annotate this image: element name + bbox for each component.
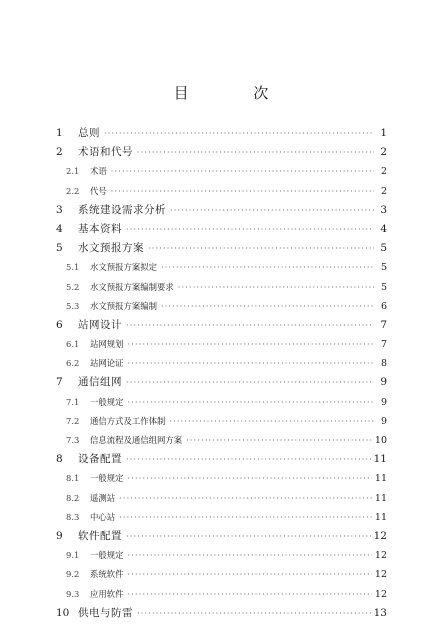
toc-section-entry[interactable] — [56, 565, 387, 584]
toc-entry-page-number: 12 — [374, 569, 387, 581]
toc-entry-number: 7.1 — [66, 396, 80, 407]
toc-entry-page-number: 2 — [380, 146, 387, 159]
page-title: 目 次 — [173, 84, 299, 102]
toc-section-entry[interactable] — [56, 258, 387, 277]
toc-entry-page-number: 11 — [373, 453, 387, 466]
toc-dot-leader — [148, 239, 374, 258]
toc-entry-number: 2 — [56, 146, 63, 159]
toc-entry-label: 一般规定 — [90, 473, 124, 484]
toc-entry-label: 软件配置 — [78, 529, 122, 542]
toc-entry-number: 9 — [56, 529, 63, 542]
toc-chapter-entry[interactable] — [56, 527, 387, 546]
toc-chapter-entry[interactable] — [56, 239, 387, 258]
toc-entry-number: 5.3 — [66, 300, 80, 311]
toc-entry-number: 2.1 — [66, 166, 80, 177]
toc-entry-number: 6 — [56, 318, 63, 331]
toc-entry-page-number: 5 — [380, 281, 387, 293]
toc-entry-label: 通信组网 — [78, 376, 122, 389]
toc-entry-page-number: 9 — [380, 396, 387, 408]
toc-entry-label: 遥测站 — [90, 492, 116, 503]
toc-dot-leader — [128, 393, 375, 412]
toc-entry-label: 信息流程及通信组网方案 — [90, 435, 183, 445]
toc-dot-leader — [119, 508, 372, 527]
toc-entry-label: 水文预报方案拟定 — [90, 262, 157, 273]
toc-dot-leader — [119, 489, 372, 508]
toc-entry-number: 5.2 — [66, 281, 80, 292]
toc-entry-page-number: 9 — [380, 415, 387, 427]
toc-entry-number: 7.3 — [66, 435, 80, 445]
toc-entry-label: 供电与防雷 — [78, 606, 133, 619]
toc-entry-number: 1 — [56, 127, 63, 139]
toc-dot-leader — [111, 162, 374, 181]
toc-chapter-entry[interactable] — [56, 220, 387, 239]
toc-entry-number: 6.1 — [66, 339, 80, 350]
toc-chapter-entry[interactable] — [56, 373, 387, 392]
toc-entry-number: 3 — [56, 203, 63, 216]
toc-entry-page-number: 5 — [380, 262, 387, 274]
toc-chapter-entry[interactable] — [56, 604, 387, 623]
toc-entry-page-number: 6 — [380, 300, 387, 312]
toc-entry-page-number: 12 — [374, 588, 387, 600]
toc-entry-number: 9.3 — [66, 588, 80, 599]
toc-entry-page-number: 5 — [380, 242, 387, 255]
toc-entry-label: 水文预报方案编制 — [90, 300, 157, 311]
toc-entry-number: 5.1 — [66, 262, 80, 273]
toc-dot-leader — [126, 527, 371, 546]
toc-dot-leader — [128, 335, 375, 354]
toc-entry-page-number: 2 — [380, 166, 387, 178]
toc-dot-leader — [186, 431, 372, 450]
toc-dot-leader — [128, 546, 372, 565]
toc-dot-leader — [169, 412, 374, 431]
toc-entry-number: 8.2 — [66, 492, 80, 503]
toc-entry-number: 10 — [56, 606, 70, 619]
toc-entry-page-number: 9 — [380, 376, 387, 389]
toc-dot-leader — [178, 278, 374, 297]
toc-section-entry[interactable] — [56, 335, 387, 354]
toc-entry-number: 7 — [56, 376, 63, 389]
toc-entry-label: 一般规定 — [90, 396, 124, 407]
toc-dot-leader — [170, 201, 374, 220]
toc-entry-number: 6.2 — [66, 358, 80, 369]
toc-entry-page-number: 10 — [374, 435, 387, 446]
toc-entry-page-number: 1 — [380, 127, 387, 139]
toc-section-entry[interactable] — [56, 469, 387, 488]
toc-dot-leader — [126, 373, 374, 392]
toc-section-entry[interactable] — [56, 162, 387, 181]
toc-entry-label: 系统软件 — [90, 569, 124, 580]
toc-entry-label: 代号 — [90, 185, 107, 196]
toc-dot-leader — [126, 450, 371, 469]
toc-section-entry[interactable] — [56, 489, 387, 508]
toc-entry-number: 9.2 — [66, 569, 80, 580]
toc-entry-page-number: 11 — [374, 492, 387, 504]
toc-entry-label: 水文预报方案编制要求 — [90, 281, 174, 292]
toc-entry-label: 站网规划 — [90, 339, 124, 350]
toc-section-entry[interactable] — [56, 508, 387, 527]
toc-entry-page-number: 3 — [380, 203, 387, 216]
toc-entry-page-number: 7 — [380, 339, 387, 351]
toc-entry-page-number: 12 — [374, 550, 387, 562]
toc-section-entry[interactable] — [56, 546, 387, 565]
toc-chapter-entry[interactable] — [56, 450, 387, 469]
toc-dot-leader — [104, 124, 374, 143]
toc-entry-number: 5 — [56, 242, 63, 255]
toc-dot-leader — [161, 258, 374, 277]
toc-section-entry[interactable] — [56, 412, 387, 431]
toc-entry-number: 7.2 — [66, 415, 80, 426]
toc-chapter-entry[interactable] — [56, 316, 387, 335]
toc-section-entry[interactable] — [56, 431, 387, 450]
toc-entry-page-number: 13 — [373, 606, 387, 619]
toc-entry-label: 站网设计 — [78, 318, 122, 331]
toc-entry-number: 2.2 — [66, 185, 80, 196]
table-of-contents — [56, 124, 387, 623]
toc-dot-leader — [126, 220, 374, 239]
toc-dot-leader — [161, 297, 374, 316]
toc-dot-leader — [128, 354, 375, 373]
toc-entry-number: 8 — [56, 453, 63, 466]
toc-entry-label: 站网论证 — [90, 358, 124, 369]
toc-entry-label: 设备配置 — [78, 453, 122, 466]
toc-entry-page-number: 11 — [374, 511, 387, 523]
toc-entry-page-number: 4 — [380, 222, 387, 235]
toc-entry-label: 术语 — [90, 166, 107, 177]
toc-section-entry[interactable] — [56, 182, 387, 201]
toc-entry-page-number: 2 — [380, 185, 387, 197]
toc-chapter-entry[interactable] — [56, 124, 387, 143]
toc-section-entry[interactable] — [56, 278, 387, 297]
toc-entry-label: 水文预报方案 — [78, 242, 144, 255]
toc-entry-label: 总则 — [78, 127, 100, 139]
toc-entry-label: 通信方式及工作体制 — [90, 415, 166, 426]
toc-section-entry[interactable] — [56, 393, 387, 412]
toc-entry-page-number: 12 — [373, 529, 387, 542]
toc-dot-leader — [128, 585, 372, 604]
toc-entry-page-number: 7 — [380, 318, 387, 331]
toc-entry-label: 一般规定 — [90, 550, 124, 561]
toc-dot-leader — [137, 143, 374, 162]
toc-entry-label: 中心站 — [90, 511, 116, 522]
toc-chapter-entry[interactable] — [56, 143, 387, 162]
toc-entry-number: 9.1 — [66, 550, 80, 561]
toc-entry-label: 基本资料 — [78, 222, 122, 235]
toc-entry-label: 术语和代号 — [78, 146, 133, 159]
toc-chapter-entry[interactable] — [56, 201, 387, 220]
toc-dot-leader — [111, 182, 374, 201]
toc-dot-leader — [137, 604, 371, 623]
toc-section-entry[interactable] — [56, 297, 387, 316]
toc-entry-number: 8.1 — [66, 473, 80, 484]
toc-entry-label: 系统建设需求分析 — [78, 203, 166, 216]
toc-dot-leader — [126, 316, 374, 335]
toc-entry-number: 8.3 — [66, 511, 80, 522]
toc-dot-leader — [128, 565, 372, 584]
toc-entry-label: 应用软件 — [90, 588, 124, 599]
toc-entry-number: 4 — [56, 222, 63, 235]
toc-section-entry[interactable] — [56, 585, 387, 604]
toc-entry-page-number: 11 — [374, 473, 387, 485]
toc-entry-page-number: 8 — [380, 358, 387, 370]
toc-dot-leader — [128, 469, 372, 488]
toc-section-entry[interactable] — [56, 354, 387, 373]
